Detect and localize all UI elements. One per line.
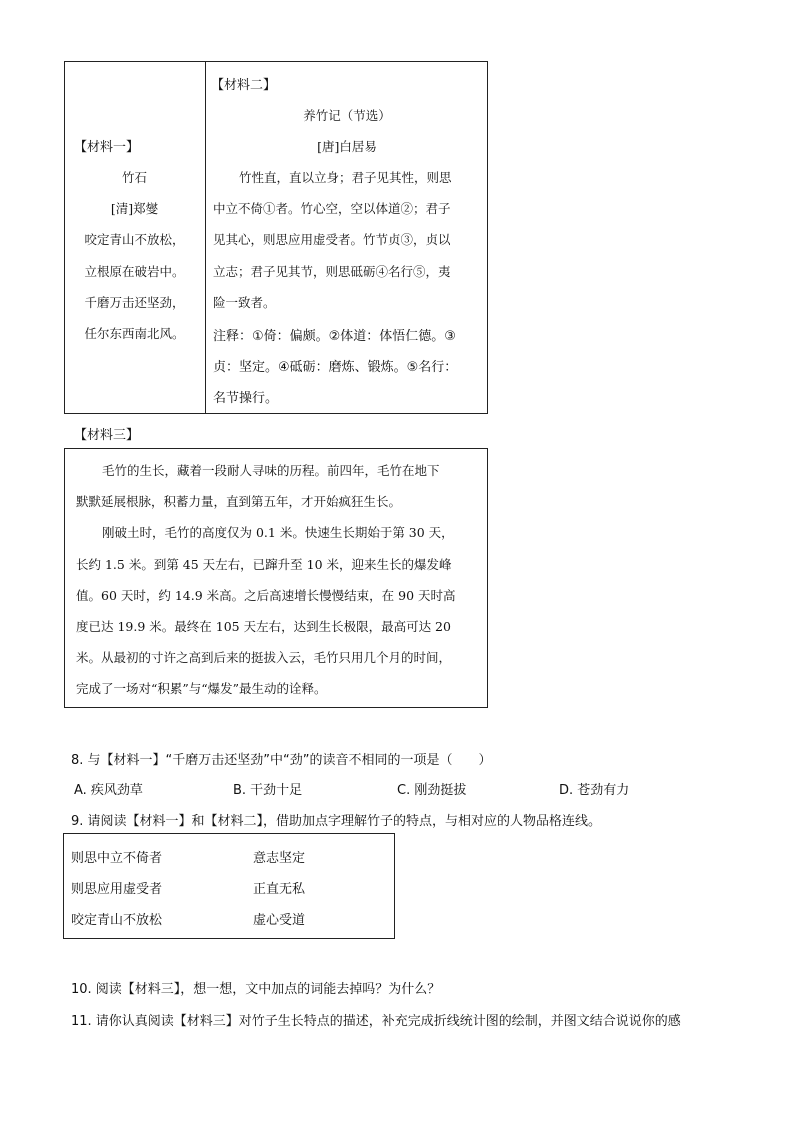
material1-line: 咬定青山不放松，: [84, 232, 185, 247]
q8-option-d[interactable]: D. 苍劲有力: [559, 783, 630, 798]
material2-text-line: 竹性直，直以立身；君子见其性，则思: [239, 170, 452, 185]
material3-line: 米。从最初的寸许之高到后来的挺拔入云，毛竹只用几个月的时间，: [76, 650, 452, 665]
match-left-item[interactable]: 则思应用虚受者: [71, 882, 163, 897]
material3-heading: 【材料三】: [74, 428, 140, 443]
material2-note-line: 注释：①倚：偏颇。②体道：体悟仁德。③: [213, 329, 456, 344]
material3-line: 度已达 19.9 米。最终在 105 天左右，达到生长极限，最高可达 20: [76, 619, 451, 634]
q8-option-c[interactable]: C. 刚劲挺拔: [397, 783, 467, 798]
material3-line: 值。60 天时，约 14.9 米高。之后高速增长慢慢结束，在 90 天时高: [76, 588, 456, 603]
material3-box: [64, 448, 488, 708]
match-right-item[interactable]: 正直无私: [253, 882, 306, 897]
match-left-item[interactable]: 咬定青山不放松: [71, 913, 163, 928]
material3-line: 刚破土时，毛竹的高度仅为 0.1 米。快速生长期始于第 30 天，: [102, 525, 454, 540]
material1-heading: 【材料一】: [74, 140, 140, 155]
material1-line: 任尔东西南北风。: [84, 326, 185, 341]
material1-poem-title: 竹石: [121, 170, 147, 185]
material1-line: 千磨万击还坚劲，: [84, 295, 185, 310]
material2-title: 养竹记（节选）: [303, 108, 391, 123]
material2-note-line: 名节操行。: [213, 391, 279, 406]
question-11: 11. 请你认真阅读【材料三】对竹子生长特点的描述，补充完成折线统计图的绘制，并图文结合说说你的感: [71, 1014, 681, 1029]
material1-line: 立根原在破岩中。: [84, 264, 185, 279]
question-10: 10. 阅读【材料三】，想一想，文中加点的词能去掉吗？为什么？: [71, 982, 441, 997]
q8-option-b[interactable]: B. 干劲十足: [233, 783, 303, 798]
question-8: 8. 与【材料一】“千磨万击还坚劲”中“劲”的读音不相同的一项是（ ）: [71, 753, 492, 768]
match-right-item[interactable]: 意志坚定: [253, 851, 306, 866]
material3-line: 长约 1.5 米。到第 45 天左右，已蹿升至 10 米，迎来生长的爆发峰: [76, 557, 452, 572]
question-9: 9. 请阅读【材料一】和【材料二】，借助加点字理解竹子的特点，与相对应的人物品格连线。: [71, 814, 602, 829]
material2-text-line: 立志；君子见其节，则思砥砺④名行⑤，夷: [213, 264, 451, 279]
material2-text-line: 见其心，则思应用虚受者。竹节贞③，贞以: [213, 232, 451, 247]
material2-note-line: 贞：坚定。④砥砺：磨炼、锻炼。⑤名行：: [213, 360, 458, 375]
match-right-item[interactable]: 虚心受道: [253, 913, 306, 928]
material3-line: 完成了一场对“积累”与“爆发”最生动的诠释。: [76, 681, 327, 696]
q8-option-a[interactable]: A. 疾风劲草: [74, 783, 143, 798]
match-left-item[interactable]: 则思中立不倚者: [71, 851, 163, 866]
material1-author: [清]郑燮: [110, 201, 159, 216]
material3-line: 毛竹的生长，藏着一段耐人寻味的历程。前四年，毛竹在地下: [102, 463, 440, 478]
material3-line: 默默延展根脉，积蓄力量，直到第五年，才开始疯狂生长。: [76, 494, 402, 509]
material2-heading: 【材料二】: [211, 78, 277, 93]
material2-text-line: 中立不倚①者。竹心空，空以体道②；君子: [213, 201, 451, 216]
material2-author: [唐]白居易: [317, 139, 377, 154]
material2-text-line: 险一致者。: [213, 295, 276, 310]
